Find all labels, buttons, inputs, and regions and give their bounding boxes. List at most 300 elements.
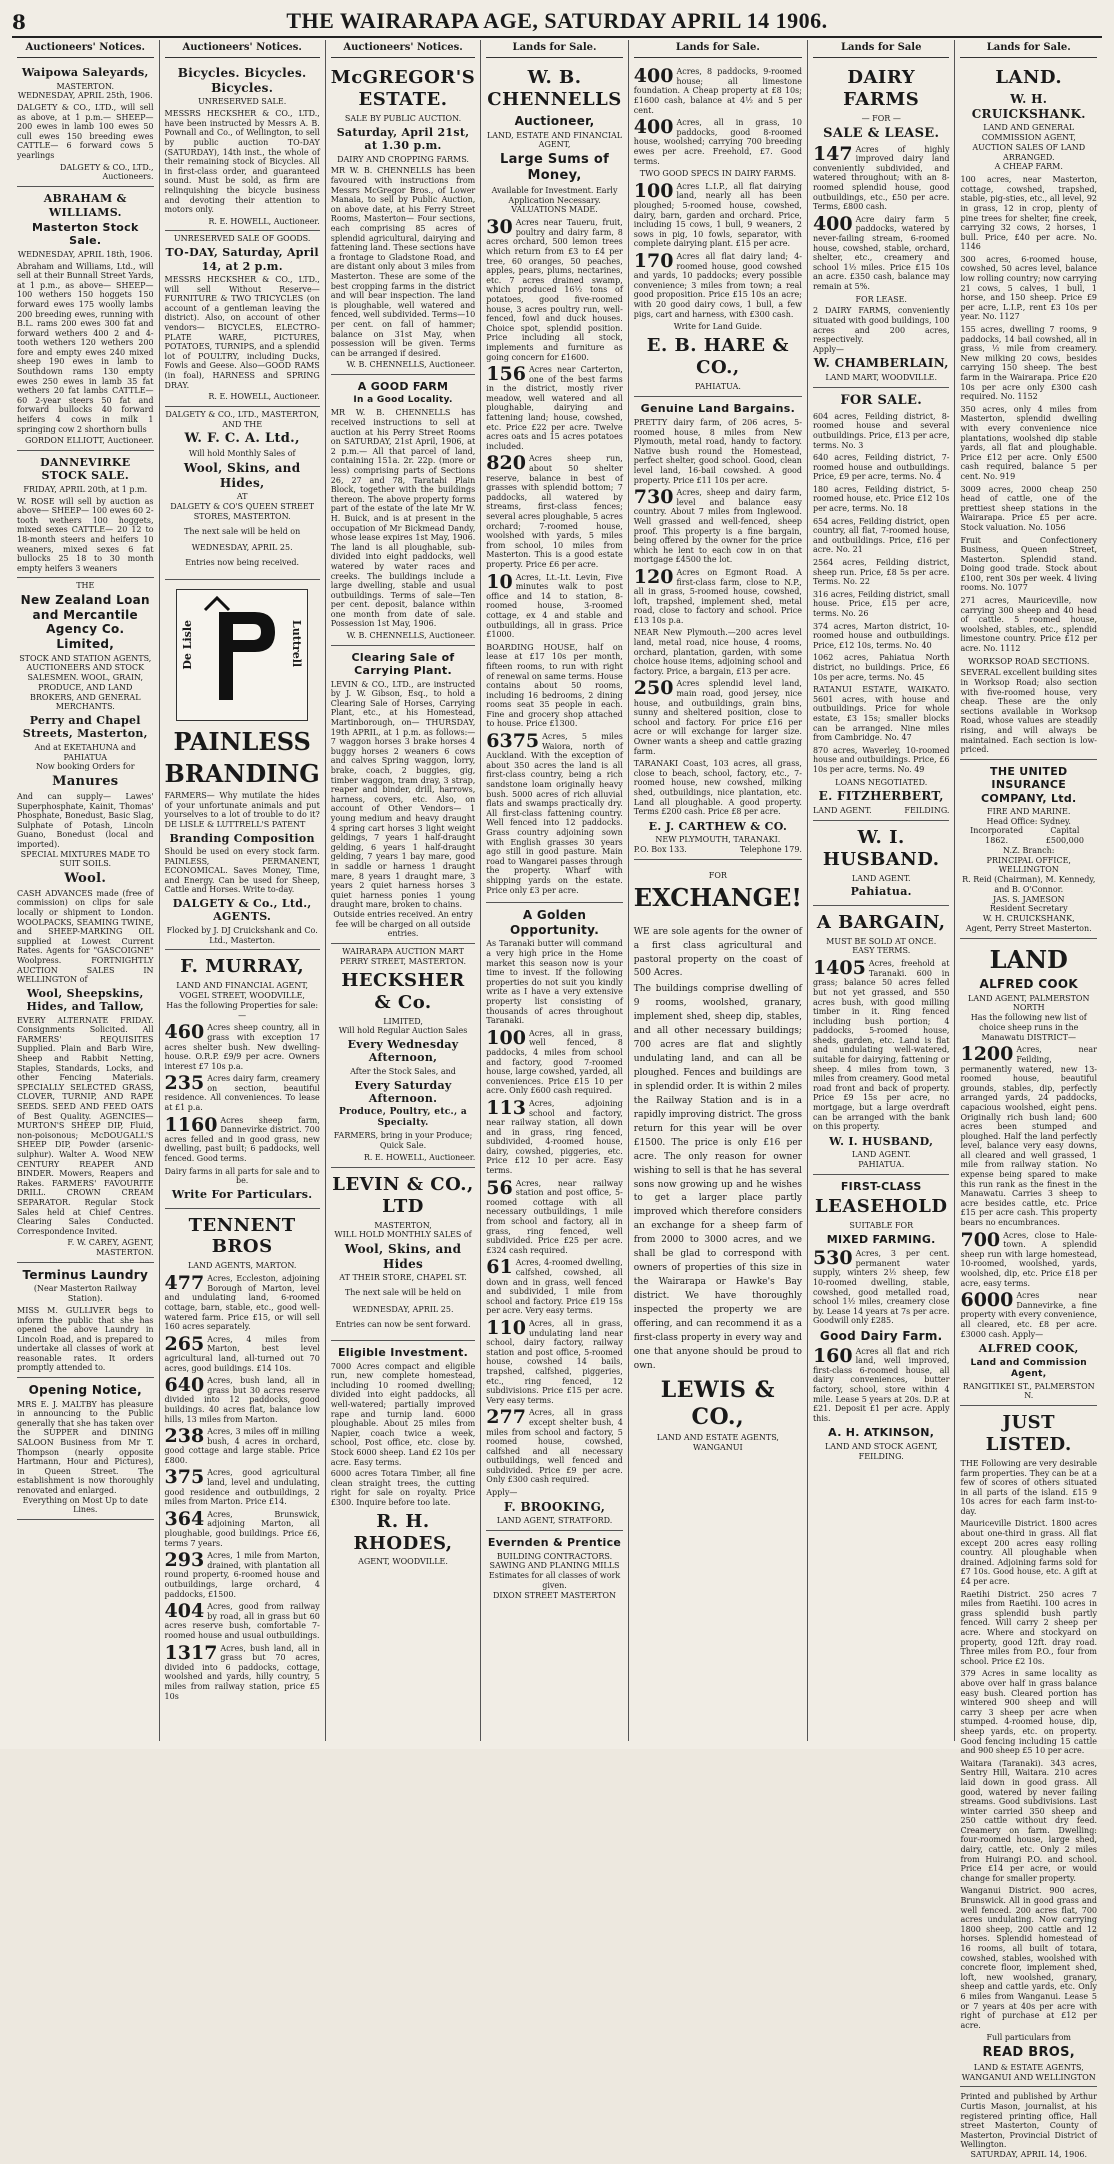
lot-number: 820: [486, 452, 526, 475]
ad-directors: R. Reid (Chairman), M. Kennedy, and B. O'Connor.: [962, 875, 1096, 894]
lot: [486, 1408, 623, 1485]
lot: [164, 1641, 320, 1702]
column-heading: Auctioneers' Notices.: [17, 40, 154, 58]
ad-subtitle: LAND AGENT, PALMERSTON NORTH: [968, 993, 1090, 1013]
lot: [812, 142, 950, 212]
ad-subtitle: MUST BE SOLD AT ONCE.: [826, 936, 937, 946]
column-heading: Auctioneers' Notices.: [165, 40, 320, 58]
ad-wool: Wool.: [64, 871, 107, 887]
lot: [813, 1249, 950, 1326]
ad-title: EXCHANGE!: [633, 883, 802, 913]
lot: [633, 565, 802, 626]
ad-agent-sub: LAND AGENT.: [851, 1150, 911, 1160]
lot-number: 700: [960, 1228, 1001, 1251]
ad-foot: Flocked by J. DJ Cruickshank and Co. Ltd., Masterton.: [166, 925, 318, 945]
lot-number: 156: [486, 363, 526, 386]
ad-capital-row: [960, 826, 1097, 846]
ad-agent-sub: AGENT, WOODVILLE.: [358, 1557, 448, 1567]
lot-number: 477: [164, 1272, 205, 1295]
lot-number: 6375: [486, 730, 540, 753]
ad-agent: W. H. CRUICKSHANK,: [982, 914, 1075, 924]
ad-subtitle: UNRESERVED SALE.: [198, 97, 287, 107]
ad-write: Write For Particulars.: [171, 1188, 313, 1202]
lot-number: 400: [812, 212, 853, 235]
ad-top: DALGETY & CO., LTD., MASTERTON,: [165, 409, 319, 419]
lot-number: 364: [164, 1507, 205, 1530]
ad-foot: Outside entries received. An entry fee will be charged on all outside entries.: [333, 909, 473, 939]
ad-estimates: Estimates for all classes of work given.: [488, 1571, 621, 1590]
wfca-ad: [165, 407, 320, 580]
ad-title: TENNENT BROS: [188, 1214, 296, 1258]
lot-text: Acres sheep country, all in grass with exception 17 acres shelter bush. New dwelling-house. O.R.P. £9/9 per acre. Owners interest £7 10s p.a.: [164, 1023, 320, 1071]
ad-agent: A. H. ATKINSON,: [828, 1426, 935, 1440]
lot-text: Acres sheep farm, Dannevirke district. 700 acres felled and in good grass, new dwelling, past built; 6 paddocks, well fenced. Good terms.: [164, 1115, 320, 1164]
ad-signature: DALGETY & CO., LTD., Auctioneers.: [59, 162, 154, 182]
lot: [165, 1551, 320, 1599]
lot-number: 640: [164, 1374, 205, 1397]
column-3: [326, 40, 481, 1741]
column-2: [160, 40, 326, 1741]
lot-text: 271 acres, Mauriceville, now carrying 300 sheep and 40 head of cattle. 5 roomed house, woolshed, stables, etc., splendid limestone country. Price £12 per acre. No. 1112: [960, 596, 1098, 654]
lot-number: 170: [633, 250, 674, 273]
ad-body: MESSRS HECKSHER & CO., LTD., have been instructed by Messrs A. B. Pownall and Co., of Wellington, to sell by public auction TO-DAY (SATURDAY), 14th inst., the whole of their remaining stock of Bicycles. All in first-class order, and guaranteed sound. Must be sold, as firm are relinquishing the bicycle business and devoting their attention to motors only.: [164, 109, 320, 215]
lot-text: Acres, Brunswick, adjoining Marton, all ploughable, good buildings. Price £6, terms 7 years.: [164, 1509, 320, 1548]
lot-text: Acres, 4 miles from Marton, best level agricultural land, all-turned out 70 acres, good buildings. £14 10s.: [164, 1334, 320, 1373]
imprint: [960, 2087, 1097, 2163]
ad-secretary: JAS. S. JAMESON: [992, 894, 1065, 904]
lot-text: Acres, near railway station and post office, 5-roomed cottage with all necessary outbuildings, 1 mile from school and factory, all in grass, ring fenced, well subdivided. Price £25 per acre. £324 cash required.: [486, 1178, 623, 1255]
goods-ad: [165, 231, 320, 406]
lot: [486, 570, 623, 640]
lot: [634, 679, 802, 756]
golden-opportunity-ad: [486, 903, 623, 1531]
ad-manures: Manures: [52, 774, 119, 790]
ad-line: Will hold Monthly Sales of: [188, 449, 296, 459]
ad-title: A Golden Opportunity.: [509, 908, 600, 937]
ad-subtitle: LAND AGENTS, MARTON.: [187, 1261, 297, 1271]
ad-for: — FOR —: [861, 114, 901, 124]
ad-body: As Taranaki butter will command a very high price in the Home market this season now is your time to invest. If the following properties do not suit you kindly write as I have a very extensive property list consisting of thousands of acres throughout Taranaki.: [486, 939, 623, 1026]
ad-title: E. B. HARE & CO.,: [646, 334, 789, 378]
ad-subtitle: In a Good Locality.: [353, 395, 453, 406]
column-5: [629, 40, 808, 1741]
ad-wednesday: Every Wednesday Afternoon,: [347, 1038, 459, 1065]
levin-ad: [331, 1168, 475, 1342]
ad-date: WEDNESDAY, APRIL 25.: [191, 543, 293, 553]
lot-text: Acres, 3 per cent. permanent water supply, winters 2½ sheep, few 10-roomed dwelling, stable, cowshed, good metalled road, school 1½ miles, creamery close by. Lease 14 years at 7s per acre. Goodwill only £285.: [812, 1249, 950, 1326]
lot-number: 375: [164, 1466, 205, 1489]
lot: [165, 1602, 320, 1640]
ad-title: McGREGOR'S ESTATE.: [330, 67, 476, 111]
ad-title: DAIRY FARMS: [843, 67, 920, 111]
ad-agent-place: FEILDING.: [904, 805, 950, 815]
lot-number: 160: [812, 1344, 853, 1367]
ad-title: F. MURRAY,: [180, 956, 305, 978]
ad-title: New Zealand Loan and Mercantile Agency Co. Limited,: [20, 593, 150, 651]
spacer: [634, 916, 802, 924]
lot-number: 277: [486, 1406, 526, 1429]
lot-text: PRETTY dairy farm, of 206 acres, 5-roomed house, 8 miles from New Plymouth, metal road, handy to factory. Native bush round the Homestead, perfect shelter, good school. Good, clean level land, 16-bail cowshed. A good property. Price £11 10s per acre.: [633, 418, 802, 485]
ad-body: W. ROSE will sell by auction as above— SHEEP— 100 ewes 60 2-tooth wethers 100 hoggets, mixed sexes CATTLE— 20 12 to 18-month steers and heifers 10 weaners, mixed sexes 6 fat bullocks 25 18 to 30 month empty heifers 3 weaners: [17, 496, 154, 573]
lot-number: 61: [486, 1256, 513, 1279]
ad-agent-place: WANGANUI AND WELLINGTON: [961, 2072, 1096, 2082]
evernden-ad: [486, 1531, 623, 1604]
ad-title: THE UNITED INSURANCE COMPANY, Ltd.: [980, 764, 1077, 805]
waipowa-ad: [17, 61, 154, 187]
ad-apply: Apply—: [486, 1488, 518, 1498]
ad-signature: GORDON ELLIOTT, Auctioneer.: [25, 436, 154, 446]
ad-next: The next sale will be held on: [344, 1288, 462, 1297]
ad-subtitle: MASTERTON,: [374, 1220, 432, 1230]
ad-body: DALGETY & CO., LTD., will sell as above, at 1 p.m.— SHEEP— 200 ewes in lamb 100 ewes 50 cull ewes 150 breeding ewes CATTLE— 6 forward cows 5 yearlings: [17, 103, 154, 161]
ad-date: WEDNESDAY, APRIL 18th, 1906.: [17, 249, 153, 259]
lot-text: Acres, near Feilding, permanently watered, new 13-roomed house, beautiful grounds, stables, dip, perfectly arranged yards, 24 paddocks, capacious woolshed, eight pens. Originally rich bush land; 600 acres been stumped and ploughed. Half the land perfectly level, balance very easy downs, all cleared and well grassed, 1 mile from railway station. No expense being spared to make this run rank as the finest in the Manawatu. Carries 3 sheep to acre besides cattle, etc. Price £15 per acre cash. This property bears no encumbrances.: [960, 1045, 1098, 1228]
hecksher-ad: [331, 944, 475, 1167]
lot: [164, 1332, 320, 1373]
ad-kind: DAIRY AND CROPPING FARMS.: [337, 154, 469, 164]
ad-agent-row: [813, 806, 950, 816]
lot-text: Acres, good agricultural land, level and undulating, good residence and outbuildings, 2 miles from Marton. Price £14.: [164, 1468, 320, 1507]
ad-place: MASTERTON.: [56, 81, 114, 91]
husband-ad: [813, 821, 950, 906]
ad-agent-sub: LAND MART, WOODVILLE.: [825, 373, 938, 383]
ad-body: MR W. B. CHENNELLS has been favoured with instructions from Messrs McGregor Bros., of Lower Manaia, to sell by Public Auction, on above date, at his Ferry Street Rooms, Masterton— Four sections, each comprising 85 acres of splendid agricultural, dairying and fattening land. These sections have a frontage to Gladstone Road, and are distant only about 3 miles from Masterton. These are some of the best cropping farms in the district and will bear inspection. The land is ploughable, well watered and fenced, well subdivided. Terms—10 per cent. on fall of hammer; balance on 31st May, when possession will be given. Terms can be arranged if desired.: [330, 166, 476, 358]
ad-agent-sub: LAND AGENT, STRATFORD.: [496, 1516, 613, 1526]
ad-title: ABRAHAM & WILLIAMS.: [43, 192, 127, 219]
lot: [165, 1468, 320, 1506]
lot: [486, 1176, 623, 1256]
lot-number: 100: [486, 1026, 526, 1049]
lot-text: 300 acres, 6-roomed house, cowshed, 50 acres level, balance low rolling country; now carrying 21 cows, 5 calves, 1 bull, 1 horse, and 150 sheep. Price £9 per acre, L.I.P., rent £3 10s per year. No. 1127: [960, 254, 1098, 322]
ad-title: UNRESERVED SALE OF GOODS.: [173, 234, 311, 244]
ad-at: AT: [236, 492, 248, 502]
fitzherbert-ad: [813, 388, 950, 821]
lot: [960, 1291, 1097, 1339]
lot-text: Acres splendid level land, main road, good jersey, nice house, and outbuildings, grain bins, sunny and sheltered position, close to school and factory. For price £16 per acre or will exchange for larger size. Owner wants a sheep and cattle grazing farm.: [633, 679, 802, 756]
lot-text: Acres, 8 paddocks, 9-roomed house; all limestone foundation. A Cheap property at £8 10s; £1600 cash, balance at 4½ and 5 per cent.: [633, 67, 802, 115]
ad-date: Saturday, April 21st, at 1.30 p.m.: [336, 125, 470, 153]
ad-agent: W. CHAMBERLAIN,: [813, 356, 949, 371]
ad-farmers: FARMERS, bring in your Produce; Quick Sale.: [333, 1131, 473, 1151]
ad-signature: R. E. HOWELL, Auctioneer.: [208, 216, 320, 226]
lot: [634, 488, 802, 565]
ad-produce: Produce, Poultry, etc., a Specialty.: [339, 1107, 467, 1129]
lot-text: Acres dairy farm, creamery on section, beautiful residence. All conveniences. To lease at £1 p.a.: [164, 1074, 320, 1113]
branding-ad: [165, 580, 320, 951]
lot-number: 238: [164, 1425, 205, 1448]
lot: [486, 218, 623, 362]
lot: [813, 959, 950, 1132]
good-farm-ad: [331, 375, 475, 646]
lot-text: 350 acres, only 4 miles from Masterton, splendid dwelling with every convenience nice plantations, woolshed dip stable yards, all flat and ploughable. Price £12 per acre. Only £500 cash required, balance 5 per cent. No. 919: [960, 404, 1098, 481]
ad-title: W. I. HUSBAND.: [822, 826, 940, 870]
ad-branch: N.Z. Branch:: [1003, 845, 1055, 855]
ad-body: SEVERAL excellent building sites in Worksop Road; also section with five-roomed house, very cheap. These are the only sections available in Worksop Road, whose values are steadily rising, and will always be maintained. Each section is low-priced.: [960, 668, 1098, 755]
ad-branding: BRANDING: [164, 759, 320, 789]
eligible-ad: [331, 1341, 475, 1571]
ad-signature: F. W. CAREY, AGENT, MASTERTON.: [67, 1238, 154, 1258]
ad-body: Abraham and Williams, Ltd., will sell at their Bunnall Street Yards, at 1 p.m., as above— SHEEP— 100 wethers 150 hoggets 150 forward ewes 175 woolly lambs 200 breeding ewes, running with B.L. rams 200 ewes 300 fat and forward wethers 400 2 and 4-tooth wethers 120 wethers 200 fore and empty ewes 240 mixed sheep 190 ewes in lamb to Southdown rams 130 empty ewes 250 ewes in lamb 35 fat wethers 20 fat lambs CATTLE— 60 2-year steers 50 fat and forward bullocks 40 forward heifers 4 cows in milk 1 springing cow 2 shorthorn bulls: [17, 261, 154, 434]
ad-painless: PAINLESS: [173, 726, 311, 756]
lot-text: Acres, 4-roomed dwelling, calfshed, cowshed, all down and in grass, well fenced and subdivided, 1 mile from school and factory. Price £19 15s per acre. Very easy terms.: [486, 1258, 623, 1316]
ad-line: WILL HOLD MONTHLY SALES of: [334, 1230, 472, 1240]
ad-subtitle: FIRE AND MARINE.: [987, 806, 1071, 816]
ad-line: STOCK AND STATION AGENTS, AUCTIONEERS AND STOCK SALESMEN. WOOL, GRAIN, PRODUCE, AND LAND BROKERS, AND GENERAL MERCHANTS.: [19, 653, 152, 712]
ad-title: FOR SALE.: [840, 392, 923, 408]
lot-text: BOARDING HOUSE, half on lease at £17 10s per month, fifteen rooms, to run with right of renewal on same terms. House contains about 50 rooms, including 16 bedrooms, 2 dining rooms seat 35 people in each. Fine and grocery shop attached to house. Price £1300.: [486, 642, 623, 729]
column-7: [955, 40, 1102, 2160]
ad-body: FARMERS— Why mutilate the hides of your unfortunate animals and put yourselves to a lot of trouble to do it? DE LISLE & LUTTRELL'S PATENT: [164, 791, 320, 830]
lot-text: Acres, adjoining school and factory, near railway station, all down and in grass, ring fenced, subdivided, 4-roomed house, dairy, cowshed, piggeries, etc. Price £12 10 per acre. Easy terms.: [486, 1098, 623, 1176]
ad-saturday: Every Saturday Afternoon.: [354, 1078, 452, 1105]
ad-intro: Has the following Properties for sale:—: [166, 1000, 319, 1020]
ad-available: Available for Investment. Early Application Necessary. VALUATIONS MADE.: [491, 185, 618, 215]
ad-agent-sub: LAND AND STOCK AGENT, FEILDING.: [824, 1441, 938, 1461]
spacer: [634, 863, 802, 871]
ad-and: AND THE: [222, 419, 263, 429]
ad-apply: Apply—: [812, 344, 845, 354]
bicycles-ad: [165, 61, 320, 231]
lot-number: 6000: [960, 1289, 1014, 1312]
just-listed-ad: [960, 1406, 1097, 2087]
logo-left-text: De Lisle: [181, 619, 195, 670]
ad-body: WE are sole agents for the owner of a first class agricultural and pastoral property on the coast of 500 Acres.: [633, 926, 802, 979]
column-heading: Auctioneers' Notices.: [331, 40, 475, 58]
column-heading: Lands for Sale.: [634, 40, 802, 58]
page-number: 8: [12, 10, 26, 34]
ad-subtitle: PAHIATUA.: [694, 381, 741, 391]
ad-first-class: FIRST-CLASS: [840, 1179, 922, 1193]
ad-body: THE Following are very desirable farm properties. They can be at a few of scores of others situated in all parts of the island. £15 9 10s acres for each farm inst-to-day.: [960, 1458, 1098, 1516]
ad-title: A BARGAIN,: [816, 911, 946, 933]
lot-number: 113: [486, 1096, 526, 1119]
lot-text: 640 acres, Feilding district, 7-roomed house and outbuildings. Price, £9 per acre, terms. No. 4: [812, 453, 950, 482]
ad-body: EVERY ALTERNATE FRIDAY. Consignments Solicited. All FARMERS' REQUISITES Supplied. Plain and Barb Wire, Sheep and Rabbit Netting, Staples, Standards, Locks, and other Fencing Materials. SPECIALLY SELECTED GRASS, CLOVER, TURNIP, AND RAPE SEEDS. SEED AND FEED OATS of Best Quality. AGENCIES— MURTON'S SHEEP DIP, Fluid, non-poisonous; McDOUGALL'S SHEEP DIP, Powder (arsenic-sulphur). Walter A. Wood NEW CENTURY REAPER AND BINDER. Mowers, Reapers and Rakes. FARMERS' FAVOURITE DRILL. CROWN CREAM SEPARATOR. Regular Stock Sales held at Chief Centres. Clearing Sales Conducted. Correspondence Invited.: [17, 1015, 154, 1236]
united-insurance-ad: [960, 760, 1097, 939]
lot: [164, 1507, 320, 1548]
ad-telephone: Telephone 179.: [739, 844, 802, 854]
alfred-cook-ad: [960, 939, 1097, 1406]
ad-line: SAWING AND PLANING MILLS: [489, 1561, 620, 1571]
lot-number: 56: [486, 1176, 513, 1199]
ad-next: The next sale will be held on: [184, 526, 301, 536]
lot-text: RATANUI ESTATE, WAIKATO. 5601 acres, with house and outbuildings. Price for whole estate, £3 15s; smaller blocks can be arranged. Nine miles from Cambridge. No. 47: [812, 685, 950, 743]
ad-subtitle: SALE & LEASE.: [823, 125, 940, 141]
lot-number: 1160: [164, 1113, 218, 1136]
ad-subtitle: BUILDING CONTRACTORS.: [496, 1551, 613, 1561]
lot-text: Wanganui District. 900 acres, Brunswick. All in good grass and well fenced. 200 acres flat, 700 acres undulating. Now carrying 1800 sheep, 200 cattle and 12 horses. Splendid homestead of 16 rooms, all built of totara, cowshed, stables, woolshed with concrete floor, implement shed, loft, new woolshed, granary, sheep and cattle yards, etc. Only 6 miles from Wanganui. Lease 5 or 7 years at 40s per acre with right of purchase at £12 per acre.: [960, 1886, 1098, 2030]
lot-text: Acres, all in grass, undulating land near school, dairy factory, railway station and post office, 5-roomed house, cowshed 14 bails, trapshed, calfshed, piggeries, etc., ring fenced, 12 subdivisions. Price £15 per acre. Very easy terms.: [486, 1318, 623, 1405]
lot: [486, 365, 623, 451]
ad-body: 6000 acres Totara Timber, all fine clean straight trees, the cutting right for sale on royalty. Price £300. Inquire before too late.: [330, 1469, 476, 1507]
lot: [164, 1113, 320, 1164]
ad-title: JUST LISTED.: [985, 1412, 1072, 1455]
lot-number: 250: [633, 677, 674, 700]
lot-text: Acres, 1 mile from Marton, drained, with plantation all round property, 6-roomed house and outbuildings, large orchard, 4 paddocks, £1500.: [164, 1551, 320, 1599]
lot-text: NEAR New Plymouth.—200 acres level land, metal road, nice house, 4 rooms, orchard, plantation, garden, with some choice house items, adjoining school and factory. Price, a bargain, £13 per acre.: [633, 628, 802, 676]
ad-composition: Branding Composition: [169, 831, 315, 845]
lot: [634, 118, 802, 166]
lot-text: 3009 acres, 2000 cheap 250 head of cattle, one of the prettiest sheep stations in the Wairarapa. Price £5 per acre. Stock valuation. No. 1056: [960, 484, 1098, 532]
ad-big: Wool, Skins, and Hides: [344, 1242, 462, 1271]
lot-text: Acres, 5 miles Waiora, north of Auckland. With the exception of about 350 acres the land is all first-class country, being a rich sandstone loam originally heavy bush. 5000 acres of rich alluvial flats and swamps practically dry. All first-class fattening country. Well fenced into 12 paddocks. Grass country adjoining sown with English grasses 30 years ago still in good pasture. Main road to Wangarei passes through the property. Wharf with shipping yards on the estate. Price only £3 per acre.: [486, 732, 623, 895]
ad-land: LAND.: [995, 67, 1063, 89]
lot-number: 404: [164, 1600, 205, 1623]
lot-text: Acres all flat dairy land; 4-roomed house, good cowshed and yards, 10 paddocks; every possible convenience; 3 miles from town; a real good proposition. Price £15 10s an acre; with 20 good dairy cows, 1 bull, a few pigs, cart and harness, with £300 cash.: [633, 252, 802, 319]
ad-subtitle: SALE BY PUBLIC AUCTION.: [344, 114, 462, 124]
ad-body: CASH ADVANCES made (free of commission) on clips for sale locally or shipment to London. WOOLPACKS, SEAMING TWINE, and SHEEP-MARKING OIL supplied at Lowest Current Rates. Agents for "GASCOIGNE" Woolpress. FORTNIGHTLY AUCTION SALES IN WELLINGTON of: [17, 888, 154, 985]
column-heading: Lands for Sale: [813, 40, 950, 58]
lot: [486, 1096, 623, 1176]
ad-place: Pahiatua.: [850, 885, 912, 899]
ad-booking: Now booking Orders for: [36, 762, 135, 772]
ad-agent-place: PAHIATUA.: [858, 1159, 905, 1169]
ad-body: Should be used on every stock farm. PAINLESS, PERMANENT, ECONOMICAL. Saves Money, Time, and Energy. Can be used for Sheep, Cattle and Horses. Write to-day.: [164, 847, 320, 895]
ad-title: Evernden & Prentice: [487, 1536, 622, 1550]
ad-body: LEVIN & CO., LTD., are instructed by J. W. Gibson, Esq., to hold a Clearing Sale of Horses, Carrying Plant, etc., at his Homestead, Martinborough, on— THURSDAY, 19th APRIL, at 1 p.m. as follows:— 7 waggon horses 3 brake horses 4 buggy horses 2 weaners 6 cows and calves Spring waggon, lorry, brake, coach, 2 buggies, gig, timber waggon, tram dray, 3 strap, reaper and binder, drill, harrows, harness, covers, etc. Also, on account of Other Vendors— 1 young medium and heavy draught 4 spring cart horses 3 light weight geldings, 7 years 1 half-draught gelding, 6 years 1 half-draught gelding, 7 years 1 bay mare, good in saddle or harness 1 draught mare, 8 years 1 draught mare, 3 years 2 quiet harness horses 3 quiet harness ponies 1 young draught mare, broken to chains.: [330, 679, 476, 910]
lot-text: Acres, bush land, all in grass but 30 acres reserve divided into 12 paddocks, good buildings. 40 acres flat, balance low hills, 13 miles from Marton.: [164, 1376, 320, 1424]
lot-number: 460: [164, 1021, 205, 1044]
lot-text: Acres, all in grass except shelter bush, 4 miles from school and factory, 5 roomed house, cowshed, calfshed and all necessary outbuildings, well fenced and subdivided. Price £9 per acre. Only £300 cash required.: [486, 1408, 623, 1485]
lot-number: 235: [164, 1072, 205, 1095]
ad-subtitle: LAND AND FINANCIAL AGENT, VOGEL STREET, WOODVILLE,: [176, 981, 309, 1001]
lot-number: 100: [633, 179, 674, 202]
lot-text: Acre dairy farm 5 paddocks, watered by never-failing stream, 6-roomed house, cowshed, stable, orchard, shelter, etc., creamery and school 1½ miles. Price £15 10s an acre. £350 cash, balance may remain at 5%.: [812, 214, 950, 292]
ad-agent-sub: Agent, Perry Street Masterton.: [965, 923, 1092, 933]
ad-agent: READ BROS,: [982, 2045, 1076, 2061]
lot-text: Waitara (Taranaki). 343 acres, Sentry Hill, Waitara. 210 acres laid down in good grass. All good, watered by never failing streams. Good subdivisions. Last winter carried 350 sheep and 250 cattle without dry feed. Creamery on farm. Dwelling: four-roomed house, large shed, dairy, cattle, etc. Only 2 miles from Huirangi P.O. and school. Price £14 per acre, or would change for smaller property.: [960, 1758, 1098, 1883]
lot: [486, 1258, 623, 1316]
lot: [165, 1274, 320, 1332]
ad-towns: And at EKETAHUNA and PAHIATUA: [34, 742, 137, 762]
column-heading: Lands for Sale.: [486, 40, 623, 58]
ad-date: WEDNESDAY, APRIL 25.: [352, 1304, 454, 1314]
clearing-sale-ad: [331, 646, 475, 944]
ad-streets: Perry and Chapel Streets, Masterton,: [22, 714, 148, 741]
lot-text: Mauriceville District. 1800 acres about one-third in grass. All flat except 200 acres easy rolling country. All ploughable when drained. Adjoining farms sold for £7 10s. Good house, etc. A gift at £4 per acre.: [960, 1519, 1098, 1587]
lot-number: 730: [633, 486, 674, 509]
lot-text: 379 Acres in same locality as above over half in grass balance easy bush. Cleared portion has wintered 900 sheep and will carry 3 sheep per acre when stumped. 4-roomed house, dip, sheep yards, etc. on property. Good fencing including 15 cattle and 900 sheep £5 10 per acre.: [960, 1669, 1098, 1756]
ad-signature: R. E. HOWELL, Auctioneer.: [208, 392, 320, 402]
leasehold-ad: [813, 1175, 950, 1466]
lot: [960, 1045, 1097, 1227]
lot-text: 374 acres, Marton district, 10-roomed house and outbuildings. Price, £12 10s, terms. No. 40: [812, 621, 950, 650]
ad-write: Write for Land Guide.: [673, 322, 763, 332]
lot: [812, 212, 950, 292]
ad-date: WEDNESDAY, APRIL 25th, 1906.: [17, 91, 153, 101]
ad-store: AT THEIR STORE, CHAPEL ST.: [339, 1273, 467, 1283]
ad-sales: Wool, Sheepskins, Hides, and Tallow,: [26, 986, 145, 1014]
lot-text: 1062 acres, Pahiatua North district, no buildings. Price, £6 10s per acre, terms. No. 45: [812, 653, 950, 682]
ad-title: Genuine Land Bargains.: [640, 401, 796, 415]
lot-text: 100 acres, near Masterton, cottage, cowshed, trapshed, stable, pig-sties, etc., all level, 92 in grass, 12 in crop, plenty of pine trees for shelter, fine creek, carrying 32 cows, 2 horses, 1 bull. Price, £40 per acre. No. 1146: [960, 175, 1098, 252]
ad-mixed: MIXED FARMING.: [826, 1232, 936, 1246]
lot-number: 30: [486, 216, 513, 239]
ad-land: LAND: [989, 944, 1068, 974]
lot-text: Acres of highly improved dairy land conveniently subdivided, and watered throughout; with an 8-roomed splendid house, good outbuildings, etc., £50 per acre. Terms, £800 cash.: [812, 144, 950, 212]
ad-ltd: LIMITED,: [383, 1016, 423, 1026]
lot-text: Acres, close to Hale-town. A splendid sheep run with large homestead, 10-roomed, woolshed, yards, woolshed, dip, etc. Price £18 per acre, easy terms.: [960, 1230, 1098, 1288]
lot-text: Acres L.I.P., all flat dairying land, nearly all has been ploughed; 5-roomed house, cowshed, dairy, barn, garden and orchard. Price, including 15 cows, 1 bull, 9 weaners, 2 sows in pig, 10 fowls, separator, with complete dairying plant. £15 per acre.: [633, 181, 802, 249]
lot-number: 1405: [812, 957, 866, 980]
ad-title: HECKSHER & Co.: [341, 969, 465, 1013]
lot-text: Acres sheep run, about 50 shelter reserve, balance in best of grasses with splendid bottom; 7 paddocks, all watered by streams, first-class fences; several acres ploughable, 5 acres orchard; 7-roomed house, woolshed with yards, 5 miles from school, 10 miles from Masterton. This is a good estate property. Price £6 per acre.: [486, 454, 623, 569]
ad-subtitle: Masterton Stock Sale.: [31, 220, 139, 248]
lot-text: Acres, freehold at Taranaki. 600 in grass; balance 50 acres felled but not yet grassed, and 550 acres bush, with good milling timber in it. Ring fenced including bush portion; 4 paddocks, 5-roomed house, sheds, garden, etc. Land is flat and undulating well-watered, suitable for dairying, fattening or sheep. 4 miles from town, 3 miles from creamery. Good metal road front and back of property. Price £9 15s per acre, no mortgage, but a large overdraft can be arranged with the bank on this property.: [812, 959, 950, 1132]
mcgregor-ad: [331, 61, 475, 375]
dairy-farms-ad: [813, 61, 950, 388]
lot: [165, 1427, 320, 1465]
lot-text: Acres, good from railway by road, all in grass but 60 acres reserve bush, comfortable 7-roomed house and usual outbuildings.: [164, 1602, 320, 1640]
ad-date: TO-DAY, Saturday, April 14, at 2 p.m.: [165, 246, 319, 273]
lot-number: 1200: [960, 1043, 1014, 1066]
lot-text: Acres near Carterton, one of the best farms in the district, mostly river meadow, well watered and all ploughable, dairying and fattening land; house, cowshed, etc. Price £22 per acre. Twelve acres oats and 15 acres potatoes included.: [486, 365, 623, 451]
ad-title: Terminus Laundry: [22, 1267, 149, 1282]
ad-capital: Capital £500,000: [1045, 826, 1084, 846]
ad-subtitle: LAND AND GENERAL COMMISSION AGENT, AUCTION SALES OF LAND ARRANGED.: [972, 123, 1086, 162]
ad-address: RANGITIKEI ST., PALMERSTON N.: [962, 1381, 1095, 1401]
opening-ad: [17, 1378, 154, 1520]
ad-incorporated: Incorporated 1862.: [970, 826, 1024, 846]
ad-signature: R. E. HOWELL, Auctioneer.: [363, 1152, 476, 1162]
lot-number: 400: [633, 65, 674, 88]
ad-body: MESSRS HECKSHER & CO., LTD., will sell Without Reserve— FURNITURE & TWO TRICYCLES (on account of a gentleman leaving the district). Also, on account of other vendors— BICYCLES, ELECTRO-PLATE WARE, PICTURES, POTATOES, TURNIPS, and a splendid lot of POULTRY, including Ducks, Fowls and Geese. Also—GOOD RAMS (in foal), HARNESS and SPRING DRAY.: [164, 275, 320, 390]
lot-text: Acres, all in grass, well fenced, 8 paddocks, 4 miles from school and factory, good 7-roomed house, large cowshed, yarded, all conveniences. Price £15 10 per acre. Only £600 cash required.: [486, 1028, 623, 1096]
lot-text: 316 acres, Feilding district, small house. Price, £15 per acre, terms. No. 26: [812, 589, 950, 618]
ad-foot: Dairy farms in all parts for sale and to be.: [164, 1166, 320, 1186]
imprint-text: Printed and published by Arthur Curtis Mason, journalist, at his registered printing office, Hall street Masterton, County of Masterton, Provincial District of Wellington.: [960, 2092, 1098, 2150]
lot: [486, 1316, 623, 1405]
ad-cheap: A CHEAP FARM.: [994, 162, 1063, 172]
ad-agent-role: Land and Commission Agent,: [970, 1357, 1088, 1379]
ad-head-office: Head Office: Sydney.: [986, 816, 1071, 826]
lot-text: Acres near Dannevirke, a fine property with every convenience, all cleared, etc. £8 per acre. £3000 cash. Apply—: [960, 1291, 1098, 1339]
abraham-ad: [17, 187, 154, 451]
ad-body: MISS M. GULLIVER begs to inform the public that she has opened the above Laundry in Lincoln Road, and is prepared to undertake all classes of work at reasonable rates. It orders promptly attended to.: [17, 1305, 154, 1373]
ad-role: Auctioneer,: [514, 114, 595, 129]
lot: [634, 67, 802, 115]
ad-subtitle: (Near Masterton Railway Station).: [33, 1284, 137, 1304]
ad-agent: LEWIS & CO.,: [660, 1376, 775, 1430]
ad-title: Waipowa Saleyards,: [21, 66, 149, 80]
lot-text: Acres, sheep and dairy farm, level and balance easy country. About 7 miles from Inglewood. Well grassed and well-fenced, sheep proof. This property is a fine bargain, being offered by the owner for the price which he lent to each cow in on that mortgage £4500 the lot.: [633, 488, 802, 565]
ad-agent: ALFRED COOK,: [978, 1342, 1079, 1356]
nz-loan-ad: [17, 578, 154, 1263]
ad-dairy: Good Dairy Farm.: [819, 1329, 943, 1343]
ad-the: THE: [76, 581, 95, 591]
lot: [165, 1376, 320, 1424]
lot-text: 155 acres, dwelling 7 rooms, 9 paddocks, 14 bail cowshed, all in grass, ½ mile from creamery. New milking 20 cows, besides carrying 150 sheep. The best farm in the Wairarapa. Price £20 10s per acre only £300 cash required. No. 1152: [960, 325, 1098, 402]
lot: [634, 252, 802, 319]
masthead: [12, 6, 1102, 38]
ad-title: A GOOD FARM: [357, 380, 449, 394]
lot-number: 10: [486, 570, 513, 593]
ad-agent: R. H. RHODES,: [353, 1510, 453, 1554]
ad-principal: PRINCIPAL OFFICE, WELLINGTON: [986, 855, 1071, 875]
lot-text: 2564 acres, Feilding district, sheep run. Price, £8 5s per acre. Terms. No. 22: [812, 558, 950, 587]
ad-large: Large Sums of Money,: [500, 152, 610, 184]
lot-text: Acres, Lt.-Lt. Levin, Five minutes walk to post office and 14 to station, 8-roomed house, 3-roomed cottage, ex 4 and stable and outbuildings, all in grass. Price £1000.: [486, 572, 623, 640]
cruickshank-ad: [960, 61, 1097, 760]
ad-address: DIXON STREET MASTERTON: [493, 1590, 617, 1600]
ad-special: SPECIAL MIXTURES MADE TO SUIT SOILS.: [20, 849, 150, 869]
lot-number: 530: [812, 1247, 853, 1270]
lot-text: 654 acres, Feilding district, open country, all flat, 7-roomed house, and outbuildings. Price, £16 per acre. No. 21: [812, 516, 950, 555]
ad-title: Eligible Investment.: [337, 1346, 469, 1360]
ad-foot: Everything on Most Up to date Lines.: [22, 1495, 148, 1515]
ad-intro: Has the following new list of choice sheep runs in the Manawatu DISTRICT—: [970, 1013, 1087, 1042]
ad-suitable: SUITABLE FOR: [849, 1221, 914, 1231]
